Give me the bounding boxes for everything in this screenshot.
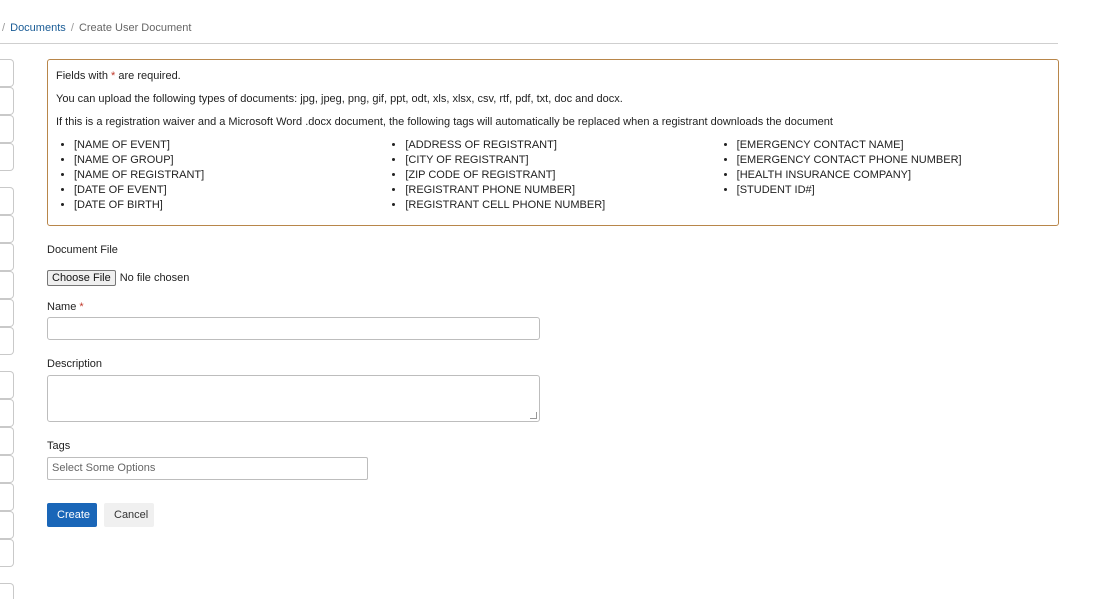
tag-item: • [REGISTRANT CELL PHONE NUMBER]: [405, 198, 718, 213]
tag-item: • [DATE OF BIRTH]: [74, 198, 387, 213]
file-status: No file chosen: [119, 272, 190, 284]
document-types-note: You can upload the following types of documents: jpg, jpeg, png, gif, ppt, odt, xls, xlsx, csv, rtf, pdf, txt, doc and docx.: [56, 93, 623, 105]
document-file-label: Document File: [47, 244, 118, 256]
sidebar-stub[interactable]: [0, 59, 14, 87]
name-label-text: Name: [47, 301, 77, 313]
sidebar-stub[interactable]: [0, 511, 14, 539]
sidebar-stub[interactable]: [0, 243, 14, 271]
waiver-note: If this is a registration waiver and a Microsoft Word .docx document, the following tags will automatically be replaced when a registrant downloads the document: [56, 116, 833, 128]
breadcrumb-documents-link[interactable]: Documents: [10, 22, 66, 34]
info-panel: [47, 59, 1059, 226]
required-note-prefix: Fields with: [56, 70, 112, 82]
name-label: [47, 301, 84, 313]
choose-file-button[interactable]: Choose File: [47, 270, 116, 286]
breadcrumb: [0, 22, 191, 34]
sidebar-stub[interactable]: [0, 327, 14, 355]
required-star: *: [79, 301, 84, 313]
sidebar-stub[interactable]: [0, 271, 14, 299]
document-file-field: [47, 270, 189, 286]
breadcrumb-current: Create User Document: [78, 22, 192, 34]
sidebar-stub[interactable]: [0, 583, 14, 599]
sidebar-stub[interactable]: [0, 115, 14, 143]
required-star: *: [111, 70, 116, 82]
header-divider: [0, 43, 1058, 44]
sidebar-stub[interactable]: [0, 399, 14, 427]
sidebar-stub[interactable]: [0, 87, 14, 115]
tag-list-column-1: [56, 138, 387, 213]
breadcrumb-separator: /: [2, 22, 6, 34]
tag-item: • [NAME OF GROUP]: [74, 153, 387, 168]
sidebar-stub[interactable]: [0, 215, 14, 243]
tag-item: • [ZIP CODE OF REGISTRANT]: [405, 168, 718, 183]
sidebar-stub[interactable]: [0, 143, 14, 171]
sidebar-stub[interactable]: [0, 427, 14, 455]
sidebar-stub[interactable]: [0, 455, 14, 483]
tag-item: • [EMERGENCY CONTACT PHONE NUMBER]: [737, 153, 1050, 168]
tag-item: • [EMERGENCY CONTACT NAME]: [737, 138, 1050, 153]
description-label: Description: [47, 358, 103, 370]
tag-item: • [NAME OF REGISTRANT]: [74, 168, 387, 183]
tag-item: • [REGISTRANT PHONE NUMBER]: [405, 183, 718, 198]
breadcrumb-separator: /: [70, 22, 74, 34]
sidebar-stub[interactable]: [0, 371, 14, 399]
sidebar-stub[interactable]: [0, 539, 14, 567]
resize-handle-icon[interactable]: [530, 412, 537, 419]
create-button[interactable]: Create: [47, 503, 97, 527]
tag-list-column-2: [387, 138, 718, 213]
description-textarea[interactable]: [47, 375, 540, 422]
cancel-button[interactable]: Cancel: [104, 503, 154, 527]
tag-item: • [CITY OF REGISTRANT]: [405, 153, 718, 168]
required-note: [56, 69, 1050, 83]
tag-item: • [HEALTH INSURANCE COMPANY]: [737, 168, 1050, 183]
tags-select[interactable]: Select Some Options: [47, 457, 368, 480]
tags-label: Tags: [47, 440, 71, 452]
sidebar-stub[interactable]: [0, 187, 14, 215]
tag-list-column-3: [719, 138, 1050, 213]
required-note-suffix: are required.: [115, 70, 181, 82]
tag-columns: [56, 138, 1050, 213]
tag-item: • [ADDRESS OF REGISTRANT]: [405, 138, 718, 153]
sidebar-stub[interactable]: [0, 483, 14, 511]
tag-item: • [DATE OF EVENT]: [74, 183, 387, 198]
tag-item: • [STUDENT ID#]: [737, 183, 1050, 198]
sidebar-stub[interactable]: [0, 299, 14, 327]
tag-item: • [NAME OF EVENT]: [74, 138, 387, 153]
name-input[interactable]: [47, 317, 540, 340]
